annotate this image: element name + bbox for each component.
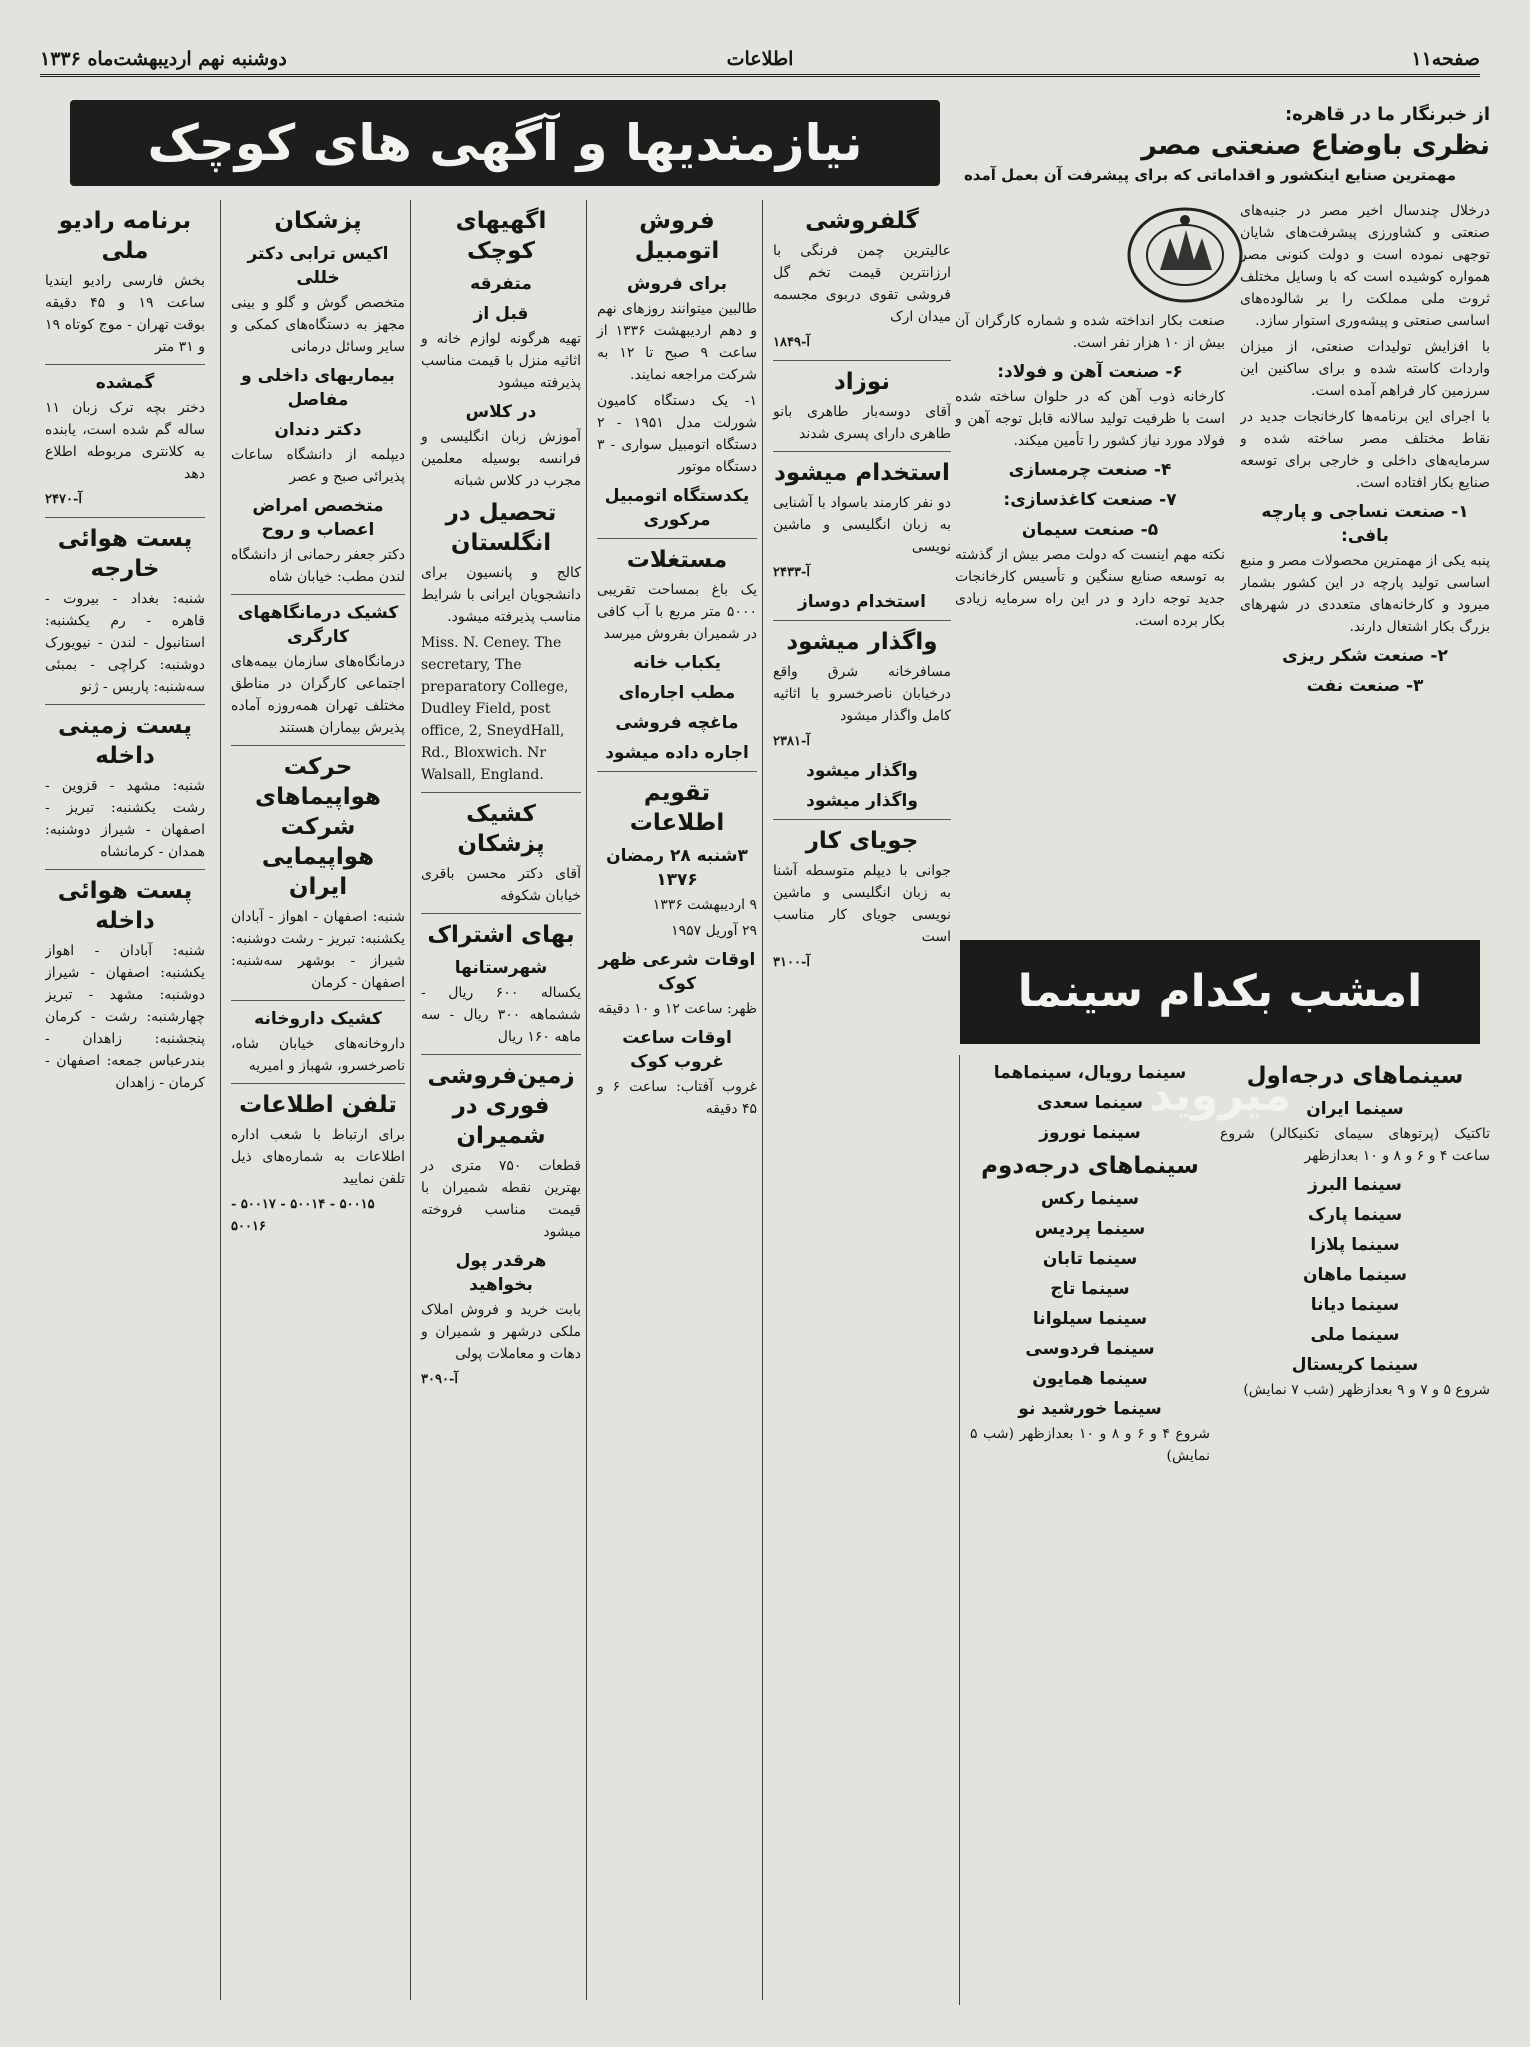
ad-heading: هرقدر پول بخواهید — [455, 1251, 547, 1295]
prayer-heading: اوقات ساعت غروب کوک — [622, 1028, 732, 1072]
divider — [231, 745, 405, 746]
cinema-name: سینما دیانا — [1310, 1295, 1400, 1315]
ad-text: آقای دکتر محسن باقری خیابان شکوفه — [421, 866, 581, 904]
pharmacy-text: داروخانه‌های خیابان شاه، ناصرخسرو، شهباز و امیریه — [231, 1036, 405, 1074]
ad-code: آ-۲۳۸۱ — [773, 734, 810, 749]
ad-code: آ-۳۱۰۰ — [773, 955, 810, 970]
ad-heading: دکتر دندان — [274, 420, 362, 440]
ad-text: عالیترین چمن فرنگی با ارزانترین قیمت تخم گل فروشی تقوی دربوی مجسمه میدان ارک — [773, 243, 951, 325]
ad-text: متخصص گوش و گلو و بینی مجهز به دستگاه‌های کمکی و سایر وسائل درمانی — [231, 295, 405, 355]
ad-code: آ-۳۰۹۰ — [421, 1372, 458, 1387]
cinema-name: سینما پردیس — [1034, 1219, 1146, 1239]
cinema-listing: شروع ۵ و ۷ و ۹ بعدازظهر (شب ۷ نمایش) — [1243, 1382, 1490, 1398]
lead-article-header — [930, 102, 1490, 186]
ad-text: دیپلمه از دانشگاه ساعات پذیرائی صبح و عصر — [231, 447, 405, 485]
divider — [773, 360, 951, 361]
calendar-line: ۳شنبه ۲۸ رمضان ۱۳۷۶ — [606, 846, 748, 890]
divider — [231, 1083, 405, 1084]
cinema-first-class — [1220, 1055, 1490, 2005]
ad-subheading: اکیس ترابی دکتر خللی — [247, 244, 389, 288]
ad-heading: یکباب خانه — [633, 653, 721, 673]
ad-code: آ-۱۸۴۹ — [773, 335, 810, 350]
lead-title: نظری باوضاع صنعتی مصر — [1141, 130, 1490, 161]
cinema-name: سینما رکس — [1041, 1189, 1139, 1209]
issue-date: دوشنبه نهم اردیبهشت‌ماه ۱۳۳۶ — [40, 48, 287, 70]
lead-section-heading: ۳- صنعت نفت — [1306, 676, 1424, 696]
pharmacy-heading: کشیک داروخانه — [254, 1009, 382, 1029]
cinema-name: سینما پلازا — [1310, 1235, 1400, 1255]
ad-heading: کشیک پزشکان — [457, 801, 545, 857]
ad-subheading: متفرقه — [470, 274, 532, 294]
ad-text: جوانی با دیپلم متوسطه آشنا به زبان انگلیسی و ماشین نویسی جویای کار مناسب است — [773, 863, 951, 945]
divider — [597, 771, 757, 772]
ad-heading: ماغچه فروشی — [615, 713, 739, 733]
ad-subheading: قبل از — [473, 304, 529, 324]
radio-text: بخش فارسی رادیو ایندیا ساعت ۱۹ و ۴۵ دقیقه بوقت تهران - موج کوتاه ۱۹ و ۳۱ متر — [45, 273, 205, 355]
cinema-name: سینما البرز — [1308, 1175, 1402, 1195]
lead-kicker: از خبرنگار ما در قاهره: — [1284, 104, 1490, 125]
divider — [773, 451, 951, 452]
ad-subheading: برای فروش — [626, 274, 728, 294]
phone-text: برای ارتباط با شعب اداره اطلاعات به شماره‌های ذیل تلفن نمایید — [231, 1127, 405, 1187]
industry-emblem-icon — [1120, 200, 1250, 310]
cinema-name: سینما سعدی — [1036, 1093, 1143, 1113]
ad-heading: جویای کار — [805, 828, 919, 854]
divider — [231, 1000, 405, 1001]
ad-heading: بیماریهای داخلی و مفاصل — [241, 366, 395, 410]
cinema-name: سینما نوروز — [1039, 1123, 1141, 1143]
radio-heading: برنامه رادیو ملی — [58, 208, 192, 264]
prayer-heading: اوقات شرعی ظهر کوک — [598, 950, 756, 994]
phone-numbers: ۵۰۰۱۵ - ۵۰۰۱۴ - ۵۰۰۱۷ - ۵۰۰۱۶ — [231, 1197, 375, 1234]
cinema-name: سینما تاج — [1050, 1279, 1130, 1299]
mail-schedule: شنبه: بغداد - بیروت - قاهره - رم یکشنبه: استانبول - لندن - نیویورک دوشنبه: کراچی - بمبئی سه‌شنبه: پاریس - ژنو — [45, 591, 205, 695]
divider — [45, 364, 205, 365]
cinema-name: سینما ماهان — [1303, 1265, 1407, 1285]
ad-text: آقای دوسه‌بار طاهری بانو طاهری دارای پسری شدند — [773, 404, 951, 442]
divider — [597, 538, 757, 539]
lead-article-column-2 — [955, 310, 1225, 920]
lead-paragraph: با اجرای این برنامه‌ها کارخانجات جدید در نقاط مختلف مصر ساخته شده و سرمایه‌های داخلی و خارجی برای توسعه صنایع بکار افتاده است. — [1240, 409, 1490, 491]
mail-schedule: شنبه: آبادان - اهواز یکشنبه: اصفهان - شیراز دوشنبه: مشهد - تبریز چهارشنبه: رشت - کرمان پنجشنبه: زاهدان - بندرعباس جمعه: اصفهان - کرمان - زاهدان — [45, 943, 205, 1091]
ad-heading: پزشکان — [274, 208, 362, 234]
divider — [45, 704, 205, 705]
cinema-listing: تاکتیک (پرتوهای سیمای تکنیکالر) شروع ساعت ۴ و ۶ و ۸ و ۱۰ بعدازظهر — [1220, 1126, 1490, 1164]
classified-column-5 — [45, 200, 205, 2000]
ad-heading: نوزاد — [834, 369, 890, 395]
cinema-name: سینما تابان — [1042, 1249, 1138, 1269]
lead-section-heading: ۷- صنعت کاغذسازی: — [1003, 490, 1177, 510]
classified-ads-banner: نیازمندیها و آگهی های کوچک — [70, 100, 940, 186]
ad-heading: واگذار میشود — [786, 629, 938, 655]
ad-heading: مستغلات — [626, 547, 728, 573]
ad-heading: استخدام میشود — [774, 460, 950, 486]
cinema-name: سینما کریستال — [1291, 1355, 1419, 1375]
paper-name: اطلاعات — [726, 48, 794, 70]
phone-heading: تلفن اطلاعات — [239, 1092, 397, 1118]
classified-column-2 — [586, 200, 757, 2000]
divider — [421, 1054, 581, 1055]
subscription-subheading: شهرستانها — [454, 958, 548, 978]
prayer-time: غروب آفتاب: ساعت ۶ و ۴۵ دقیقه — [597, 1079, 757, 1117]
ad-text: طالبین میتوانند روزهای نهم و دهم اردیبهشت ۱۳۳۶ از ساعت ۹ صبح تا ۱۲ به شرکت مراجعه نمایند. — [597, 301, 757, 383]
cinema-name: سینما همایون — [1032, 1369, 1148, 1389]
ad-code: آ-۲۴۳۳ — [773, 565, 810, 580]
lead-paragraph: پنبه یکی از مهمترین محصولات مصر و منبع اساسی تولید پارچه در این کشور بشمار میرود و کارخانه‌های متعددی در شهرهای بزرگ بکار اشتغال دارند. — [1240, 553, 1490, 635]
ad-text: آموزش زبان انگلیسی و فرانسه بوسیله معلمین مجرب در کلاس شبانه — [421, 429, 581, 489]
divider — [45, 517, 205, 518]
ad-text: قطعات ۷۵۰ متری در بهترین نقطه شمیران با قیمت مناسب فروخته میشود — [421, 1158, 581, 1240]
mail-heading: پست هوائی داخله — [57, 878, 193, 934]
calendar-heading: تقویم اطلاعات — [629, 780, 725, 836]
lead-paragraph: صنعت بکار انداخته شده و شماره کارگران آن بیش از ۱۰ هزار نفر است. — [955, 313, 1225, 351]
ad-text: مسافرخانه شرق واقع درخیابان ناصرخسرو با اثاثیه کامل واگذار میشود — [773, 664, 951, 724]
divider — [421, 913, 581, 914]
ad-text: درمانگاه‌های سازمان بیمه‌های اجتماعی کارگران در مناطق مختلف تهران همه‌روزه آماده پذیرش بیماران هستند — [231, 654, 405, 736]
ad-heading: کشیک درمانگاههای کارگری — [237, 603, 399, 647]
ad-heading: واگذار میشود — [806, 791, 918, 811]
page-number: صفحه۱۱ — [1411, 48, 1480, 70]
cinema-name: سینما ایران — [1306, 1099, 1404, 1119]
ad-heading: اجاره داده میشود — [605, 743, 749, 763]
lost-text: دختر بچه ترک زبان ۱۱ ساله گم شده است، یابنده به کلانتری مربوطه اطلاع دهد — [45, 400, 205, 482]
lead-section-heading: ۴- صنعت چرمسازی — [1008, 460, 1172, 480]
lead-paragraph: درخلال چندسال اخیر مصر در جنبه‌های صنعتی و کشاورزی پیشرفت‌های شایان توجهی نموده است و دولت کنونی مصر همواره کوشیده است که با وسایل مختلف ثروت ملی مملکت را بر شالوده‌های اساسی صنعتی و پیشه‌وری استوار سازد. — [1240, 203, 1490, 329]
ad-text: یک باغ بمساحت تقریبی ۵۰۰۰ متر مربع با آب کافی در شمیران بفروش میرسد — [597, 582, 757, 642]
divider — [773, 620, 951, 621]
ad-heading: فروش اتومبیل — [634, 208, 720, 264]
lead-paragraph: نکته مهم اینست که دولت مصر بیش از گذشته به توسعه صنایع سنگین و تأسیس کارخانجات جدید توجه دارد و در این راه سرمایه زیادی بکار برده است. — [955, 547, 1225, 629]
subscription-text: یکساله ۶۰۰ ریال - ششماهه ۳۰۰ ریال - سه ماهه ۱۶۰ ریال — [421, 985, 581, 1045]
ad-heading: یکدستگاه اتومبیل مرکوری — [604, 486, 750, 530]
lost-heading: گمشده — [95, 373, 155, 393]
lead-section-heading: ۵- صنعت سیمان — [1021, 520, 1159, 540]
cinema-name: سینما پارک — [1307, 1205, 1403, 1225]
page-header — [40, 38, 1480, 77]
lead-paragraph: با افزایش تولیدات صنعتی، از میزان واردات کاسته شده و برای ساکنین این سرزمین کار فراهم آمده است. — [1240, 339, 1490, 399]
cinema-listing: شروع ۴ و ۶ و ۸ و ۱۰ بعدازظهر (شب ۵ نمایش) — [970, 1426, 1210, 1464]
classified-column-1 — [762, 200, 951, 2000]
ad-text: تهیه هرگونه لوازم خانه و اثاثیه منزل با قیمت مناسب پذیرفته میشود — [421, 331, 581, 391]
lead-subtitle: مهمترین صنایع اینکشور و اقداماتی که برای پیشرفت آن بعمل آمده — [963, 166, 1457, 184]
cinema-section-title: سینماهای درجه‌اول — [1246, 1063, 1464, 1089]
ad-heading: متخصص امراض اعصاب و روح — [252, 496, 384, 540]
cinema-section-title: سینماهای درجه‌دوم — [981, 1153, 1199, 1179]
cinema-name: سینما رویال، سینماهما — [993, 1063, 1187, 1083]
cinema-name: سینما خورشید نو — [1018, 1399, 1162, 1419]
airline-heading: حرکت هواپیماهای شرکت هواپیمایی ایران — [255, 754, 381, 900]
divider — [231, 594, 405, 595]
ad-heading: مطب اجاره‌ای — [618, 683, 736, 703]
cinema-name: سینما فردوسی — [1025, 1339, 1155, 1359]
ad-text: دکتر جعفر رحمانی از دانشگاه لندن مطب: خیابان شاه — [231, 547, 405, 585]
classified-column-4 — [220, 200, 405, 2000]
cinema-second-class — [959, 1055, 1210, 2005]
prayer-time: ظهر: ساعت ۱۲ و ۱۰ دقیقه — [597, 1001, 757, 1017]
airline-schedule: شنبه: اصفهان - اهواز - آبادان یکشنبه: تبریز - رشت دوشنبه: شیراز - بوشهر سه‌شنبه: اصفهان - کرمان — [231, 909, 405, 991]
mail-heading: پست زمینی داخله — [58, 713, 192, 769]
ad-code: آ-۲۴۷۰ — [45, 492, 82, 507]
ad-heading: استخدام دوساز — [798, 592, 926, 612]
ad-heading: در کلاس — [465, 402, 537, 422]
calendar-line: ۹ اردیبهشت ۱۳۳۶ — [652, 897, 757, 913]
ad-text: بابت خرید و فروش املاک ملکی درشهر و شمیران و دهات و معاملات پولی — [421, 1302, 581, 1362]
divider — [45, 869, 205, 870]
cinema-banner: امشب بکدام سینما میروید — [960, 940, 1480, 1044]
ad-text: دو نفر کارمند باسواد با آشنایی به زبان انگلیسی و ماشین نویسی — [773, 495, 951, 555]
ad-text: ۱- یک دستگاه کامیون شورلت مدل ۱۹۵۱ - ۲ دستگاه اتومبیل سواری - ۳ دستگاه موتور — [597, 393, 757, 475]
mail-schedule: شنبه: مشهد - قزوین - رشت یکشنبه: تبریز - اصفهان - شیراز دوشنبه: همدان - کرمانشاه — [45, 778, 205, 860]
lead-paragraph: کارخانه ذوب آهن که در حلوان ساخته شده است با ظرفیت تولید سالانه قابل توجه آهن و فولاد مورد نیاز کشور را تأمین میکند. — [955, 389, 1225, 449]
mail-heading: پست هوائی خارجه — [57, 526, 193, 582]
calendar-line: ۲۹ آوریل ۱۹۵۷ — [671, 923, 757, 939]
cinema-name: سینما سیلوانا — [1032, 1309, 1148, 1329]
ad-heading: زمین‌فروشی فوری در شمیران — [427, 1063, 575, 1149]
ad-heading: واگذار میشود — [806, 761, 918, 781]
ad-heading: گلفروشی — [805, 208, 919, 234]
lead-section-heading: ۶- صنعت آهن و فولاد: — [997, 362, 1183, 382]
ad-heading: تحصیل در انگلستان — [445, 500, 557, 556]
cinema-name: سینما ملی — [1310, 1325, 1400, 1345]
classified-column-3 — [410, 200, 581, 2000]
divider — [773, 819, 951, 820]
ad-text: کالج و پانسیون برای دانشجویان ایرانی با شرایط مناسب پذیرفته میشود. — [421, 565, 581, 625]
ad-heading: اگهیهای کوچک — [455, 208, 547, 264]
subscription-heading: بهای اشتراک — [427, 922, 575, 948]
lead-section-heading: ۱- صنعت نساجی و پارچه بافی: — [1261, 502, 1469, 546]
divider — [421, 792, 581, 793]
english-address: Miss. N. Ceney. The secretary, The preparatory College, Dudley Field, post office, 2, SneydHall, Rd., Bloxwich. Nr Walsall, England. — [421, 635, 569, 783]
lead-section-heading: ۲- صنعت شکر ریزی — [1282, 646, 1448, 666]
